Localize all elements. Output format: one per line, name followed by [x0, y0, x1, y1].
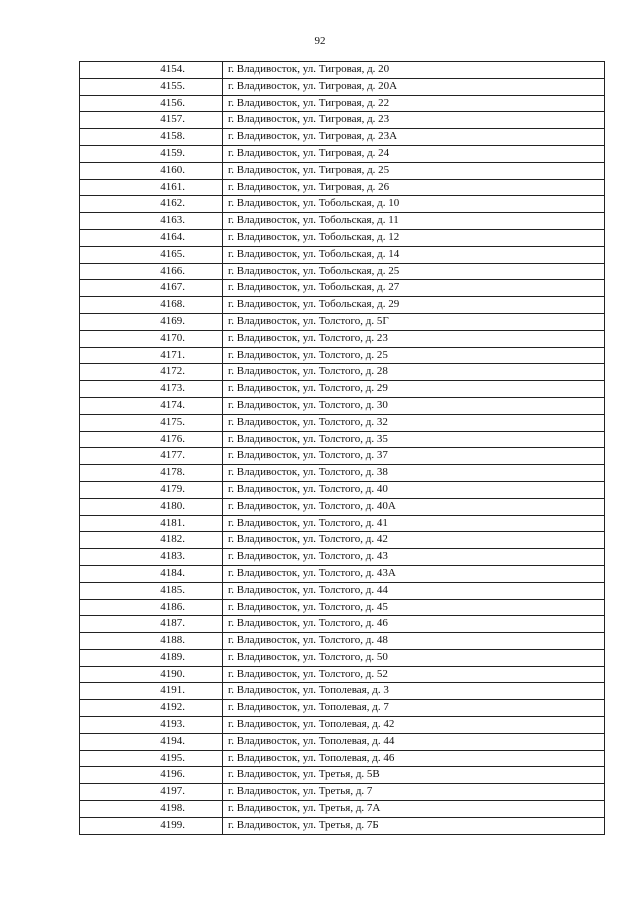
- table-row: [80, 784, 605, 801]
- address-cell: г. Владивосток, ул. Толстого, д. 40А: [223, 498, 605, 515]
- table-row: [80, 515, 605, 532]
- address-cell: г. Владивосток, ул. Тобольская, д. 27: [223, 280, 605, 297]
- address-cell: г. Владивосток, ул. Тигровая, д. 25: [223, 162, 605, 179]
- address-cell: г. Владивосток, ул. Толстого, д. 5Г: [223, 313, 605, 330]
- table-row: [80, 95, 605, 112]
- row-number-cell: 4171.: [80, 347, 223, 364]
- address-cell: г. Владивосток, ул. Тигровая, д. 20: [223, 62, 605, 79]
- table-row: [80, 549, 605, 566]
- row-number-cell: 4190.: [80, 666, 223, 683]
- row-number-cell: 4167.: [80, 280, 223, 297]
- address-cell: г. Владивосток, ул. Толстого, д. 23: [223, 330, 605, 347]
- table-row: [80, 666, 605, 683]
- row-number-cell: 4179.: [80, 481, 223, 498]
- table-row: [80, 78, 605, 95]
- row-number-cell: 4187.: [80, 616, 223, 633]
- table-row: [80, 280, 605, 297]
- table-row: [80, 313, 605, 330]
- table-row: [80, 717, 605, 734]
- row-number-cell: 4188.: [80, 633, 223, 650]
- row-number-cell: 4186.: [80, 599, 223, 616]
- row-number-cell: 4155.: [80, 78, 223, 95]
- table-row: [80, 582, 605, 599]
- table-row: [80, 196, 605, 213]
- table-row: [80, 162, 605, 179]
- row-number-cell: 4163.: [80, 213, 223, 230]
- table-row: [80, 599, 605, 616]
- row-number-cell: 4184.: [80, 565, 223, 582]
- table-row: [80, 129, 605, 146]
- row-number-cell: 4159.: [80, 145, 223, 162]
- table-row: [80, 767, 605, 784]
- address-cell: г. Владивосток, ул. Толстого, д. 45: [223, 599, 605, 616]
- row-number-cell: 4196.: [80, 767, 223, 784]
- row-number-cell: 4165.: [80, 246, 223, 263]
- table-row: [80, 364, 605, 381]
- table-row: [80, 448, 605, 465]
- table-row: [80, 229, 605, 246]
- address-cell: г. Владивосток, ул. Толстого, д. 28: [223, 364, 605, 381]
- row-number-cell: 4181.: [80, 515, 223, 532]
- table-row: [80, 330, 605, 347]
- address-cell: г. Владивосток, ул. Тополевая, д. 3: [223, 683, 605, 700]
- table-row: [80, 616, 605, 633]
- table-row: [80, 801, 605, 818]
- address-cell: г. Владивосток, ул. Тобольская, д. 29: [223, 297, 605, 314]
- address-cell: г. Владивосток, ул. Тополевая, д. 46: [223, 750, 605, 767]
- row-number-cell: 4172.: [80, 364, 223, 381]
- row-number-cell: 4176.: [80, 431, 223, 448]
- table-row: [80, 347, 605, 364]
- table-row: [80, 246, 605, 263]
- table-row: [80, 145, 605, 162]
- address-cell: г. Владивосток, ул. Толстого, д. 35: [223, 431, 605, 448]
- row-number-cell: 4158.: [80, 129, 223, 146]
- address-cell: г. Владивосток, ул. Толстого, д. 48: [223, 633, 605, 650]
- address-cell: г. Владивосток, ул. Толстого, д. 43: [223, 549, 605, 566]
- table-row: [80, 498, 605, 515]
- table-row: [80, 750, 605, 767]
- table-row: [80, 414, 605, 431]
- address-cell: г. Владивосток, ул. Толстого, д. 29: [223, 381, 605, 398]
- address-table: [79, 61, 605, 835]
- address-cell: г. Владивосток, ул. Толстого, д. 40: [223, 481, 605, 498]
- row-number-cell: 4154.: [80, 62, 223, 79]
- address-cell: г. Владивосток, ул. Тополевая, д. 44: [223, 733, 605, 750]
- row-number-cell: 4195.: [80, 750, 223, 767]
- address-cell: г. Владивосток, ул. Третья, д. 7А: [223, 801, 605, 818]
- table-row: [80, 179, 605, 196]
- address-cell: г. Владивосток, ул. Тобольская, д. 11: [223, 213, 605, 230]
- address-cell: г. Владивосток, ул. Толстого, д. 44: [223, 582, 605, 599]
- row-number-cell: 4168.: [80, 297, 223, 314]
- row-number-cell: 4180.: [80, 498, 223, 515]
- address-cell: г. Владивосток, ул. Тобольская, д. 10: [223, 196, 605, 213]
- row-number-cell: 4164.: [80, 229, 223, 246]
- row-number-cell: 4161.: [80, 179, 223, 196]
- row-number-cell: 4185.: [80, 582, 223, 599]
- address-cell: г. Владивосток, ул. Толстого, д. 50: [223, 649, 605, 666]
- address-cell: г. Владивосток, ул. Тигровая, д. 23А: [223, 129, 605, 146]
- address-cell: г. Владивосток, ул. Тигровая, д. 26: [223, 179, 605, 196]
- row-number-cell: 4177.: [80, 448, 223, 465]
- table-row: [80, 481, 605, 498]
- row-number-cell: 4162.: [80, 196, 223, 213]
- address-cell: г. Владивосток, ул. Третья, д. 7: [223, 784, 605, 801]
- address-cell: г. Владивосток, ул. Толстого, д. 38: [223, 465, 605, 482]
- row-number-cell: 4197.: [80, 784, 223, 801]
- row-number-cell: 4160.: [80, 162, 223, 179]
- row-number-cell: 4174.: [80, 397, 223, 414]
- address-cell: г. Владивосток, ул. Толстого, д. 52: [223, 666, 605, 683]
- address-cell: г. Владивосток, ул. Толстого, д. 46: [223, 616, 605, 633]
- row-number-cell: 4178.: [80, 465, 223, 482]
- row-number-cell: 4182.: [80, 532, 223, 549]
- address-cell: г. Владивосток, ул. Третья, д. 5В: [223, 767, 605, 784]
- row-number-cell: 4198.: [80, 801, 223, 818]
- table-row: [80, 649, 605, 666]
- address-cell: г. Владивосток, ул. Толстого, д. 43А: [223, 565, 605, 582]
- table-row: [80, 397, 605, 414]
- address-cell: г. Владивосток, ул. Третья, д. 7Б: [223, 817, 605, 834]
- table-row: [80, 633, 605, 650]
- row-number-cell: 4194.: [80, 733, 223, 750]
- row-number-cell: 4170.: [80, 330, 223, 347]
- row-number-cell: 4192.: [80, 700, 223, 717]
- address-cell: г. Владивосток, ул. Толстого, д. 25: [223, 347, 605, 364]
- row-number-cell: 4193.: [80, 717, 223, 734]
- row-number-cell: 4156.: [80, 95, 223, 112]
- address-cell: г. Владивосток, ул. Тополевая, д. 7: [223, 700, 605, 717]
- row-number-cell: 4157.: [80, 112, 223, 129]
- address-cell: г. Владивосток, ул. Тигровая, д. 24: [223, 145, 605, 162]
- table-row: [80, 733, 605, 750]
- table-row: [80, 381, 605, 398]
- table-row: [80, 213, 605, 230]
- row-number-cell: 4191.: [80, 683, 223, 700]
- page-number: 92: [314, 35, 326, 47]
- table-row: [80, 465, 605, 482]
- table-row: [80, 62, 605, 79]
- address-cell: г. Владивосток, ул. Тополевая, д. 42: [223, 717, 605, 734]
- row-number-cell: 4189.: [80, 649, 223, 666]
- table-row: [80, 263, 605, 280]
- address-cell: г. Владивосток, ул. Тобольская, д. 12: [223, 229, 605, 246]
- row-number-cell: 4183.: [80, 549, 223, 566]
- address-cell: г. Владивосток, ул. Тигровая, д. 23: [223, 112, 605, 129]
- table-row: [80, 817, 605, 834]
- table-row: [80, 297, 605, 314]
- address-table-body: [80, 62, 605, 835]
- table-row: [80, 683, 605, 700]
- address-cell: г. Владивосток, ул. Толстого, д. 30: [223, 397, 605, 414]
- address-cell: г. Владивосток, ул. Тигровая, д. 20А: [223, 78, 605, 95]
- row-number-cell: 4175.: [80, 414, 223, 431]
- table-row: [80, 565, 605, 582]
- address-cell: г. Владивосток, ул. Толстого, д. 42: [223, 532, 605, 549]
- address-cell: г. Владивосток, ул. Толстого, д. 37: [223, 448, 605, 465]
- row-number-cell: 4199.: [80, 817, 223, 834]
- row-number-cell: 4169.: [80, 313, 223, 330]
- table-row: [80, 700, 605, 717]
- table-row: [80, 431, 605, 448]
- table-row: [80, 112, 605, 129]
- table-row: [80, 532, 605, 549]
- address-cell: г. Владивосток, ул. Толстого, д. 41: [223, 515, 605, 532]
- row-number-cell: 4173.: [80, 381, 223, 398]
- address-cell: г. Владивосток, ул. Тобольская, д. 25: [223, 263, 605, 280]
- address-cell: г. Владивосток, ул. Толстого, д. 32: [223, 414, 605, 431]
- address-cell: г. Владивосток, ул. Тобольская, д. 14: [223, 246, 605, 263]
- row-number-cell: 4166.: [80, 263, 223, 280]
- address-cell: г. Владивосток, ул. Тигровая, д. 22: [223, 95, 605, 112]
